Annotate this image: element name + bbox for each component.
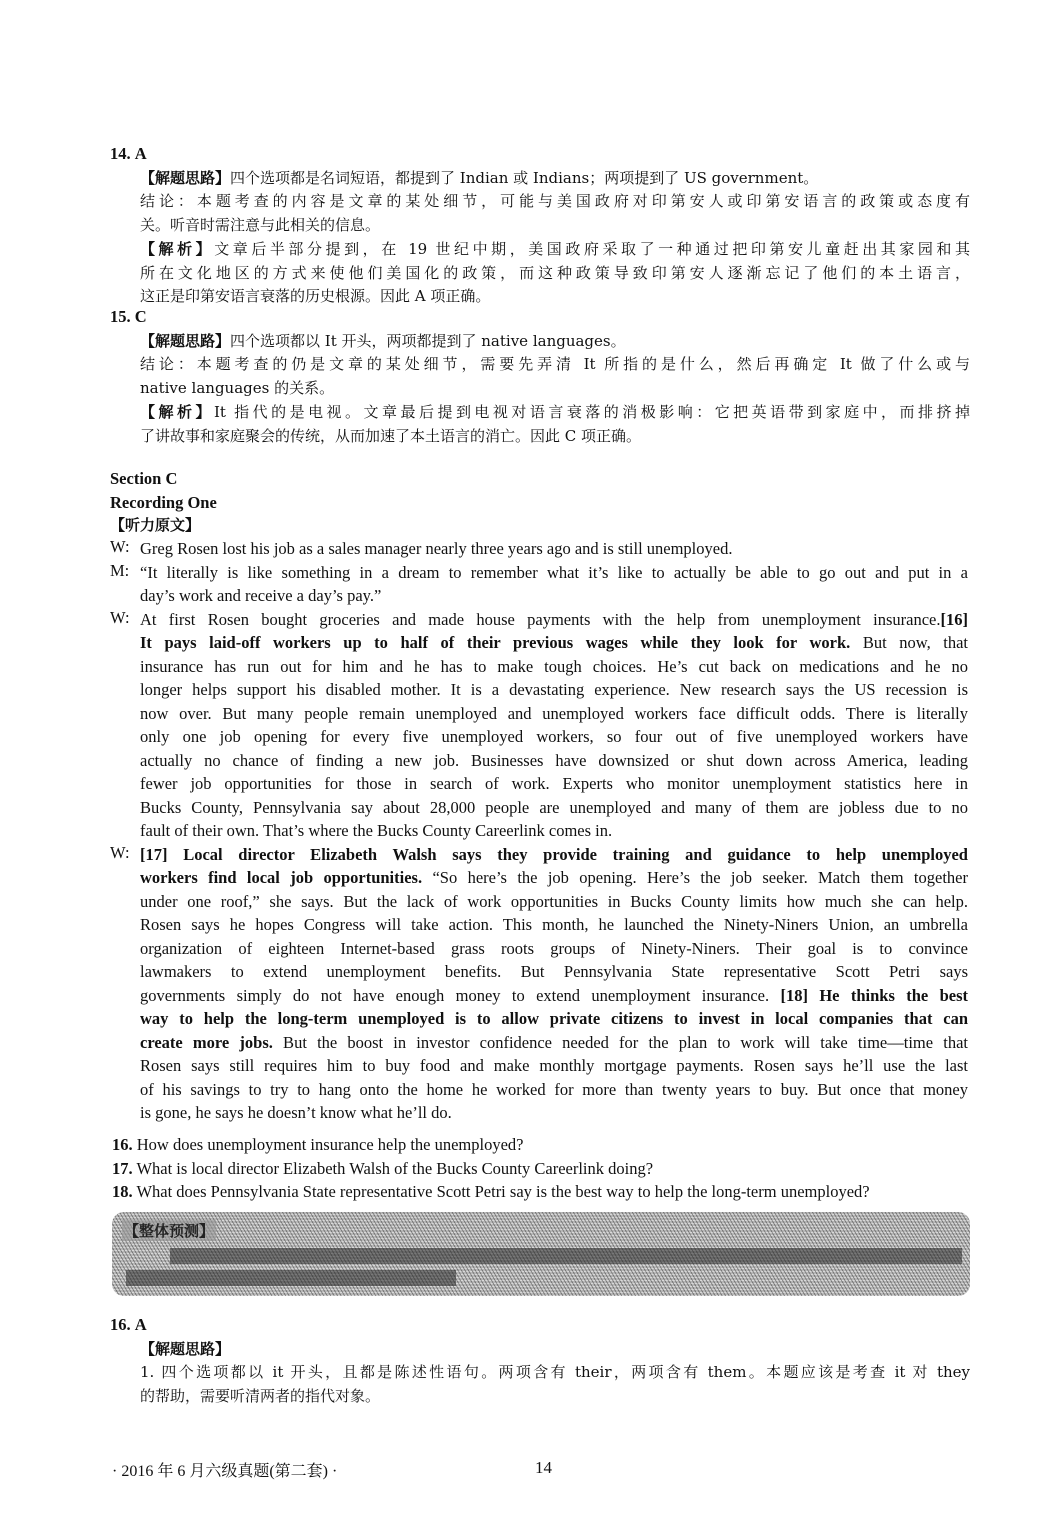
analysis-tag: 【解析】	[140, 403, 214, 421]
transcript-line	[140, 819, 968, 843]
transcript-line	[140, 772, 968, 796]
conclusion-line: native languages 的关系。	[140, 378, 335, 397]
answer-key-highlight: workers find local job opportunities.	[140, 868, 423, 887]
analysis-tag: 【解析】	[140, 240, 215, 258]
answer-key-highlight: [17]	[140, 844, 184, 864]
transcript-line	[140, 984, 968, 1008]
transcript-text: fault of their own. That’s where the Bucks County Careerlink comes in.	[140, 821, 613, 840]
transcript-line	[140, 1031, 968, 1055]
approach-tag: 【解题思路】	[140, 1339, 231, 1358]
transcript-text: of his savings to try to hang onto the home he worked for more than twenty years to buy. But once that money	[140, 1079, 968, 1099]
answer-item-16	[110, 1313, 970, 1408]
transcript-turn	[110, 537, 968, 561]
transcript-line	[140, 890, 968, 914]
speaker-label: W:	[110, 537, 130, 556]
speaker-label: W:	[110, 607, 130, 627]
conclusion-line: 结论：本题考查的仍是文章的某处细节，需要先弄清 It 所指的是什么，然后再确定 It 做了什么或与	[140, 355, 970, 373]
transcript-text: longer helps support his disabled mother. It is a devastating experience. New research says the US recession is	[140, 680, 968, 699]
speaker-label: W:	[110, 842, 130, 862]
transcript-text: But the boost in investor confidence needed for the plan to work will take time—time that	[272, 1032, 968, 1052]
conclusion-line: 关。听音时需注意与此相关的信息。	[140, 215, 381, 234]
transcript-text: now over. But many people remain unemployed and unemployed workers face difficult odds. There is literally	[140, 703, 968, 723]
transcript-text: Rosen says still requires him to buy food and make monthly mortgage payments. Rosen says he’ll use the last	[140, 1056, 968, 1075]
answer-key-highlight: It pays laid-off workers up to half of their previous wages while they look for work.	[140, 633, 851, 652]
item-number: 14.	[110, 144, 131, 163]
item-number: 16.	[110, 1315, 131, 1334]
question-17: 17. What is local director Elizabeth Walsh of the Bucks County Careerlink doing?	[112, 1158, 654, 1178]
transcript-line	[140, 749, 968, 773]
section-title: Section C	[110, 469, 178, 488]
transcript-line	[140, 1007, 968, 1031]
transcript-text: governments simply do not have enough money to extend unemployment insurance.	[140, 985, 781, 1005]
answer-item-14	[110, 142, 970, 309]
transcript-line	[140, 608, 968, 632]
transcript-text: insurance has run out for him and he has to make tough choices. He’s cut back on medications and he no	[140, 656, 968, 676]
analysis-line: It 指代的是电视。文章最后提到电视对语言衰落的消极影响：它把英语带到家庭中，而排挤掉	[213, 403, 970, 421]
item-answer: A	[134, 144, 147, 163]
transcript-line	[140, 866, 968, 890]
analysis-line: 所在文化地区的方式来使他们美国化的政策，而这种政策导致印第安人逐渐忘记了他们的本土语言，	[140, 263, 970, 282]
analysis-line: 了讲故事和家庭聚会的传统，从而加速了本土语言的消亡。因此 C 项正确。	[140, 426, 642, 445]
analysis-line: 这正是印第安语言衰落的历史根源。因此 A 项正确。	[140, 287, 491, 305]
transcript-turn	[110, 561, 968, 608]
transcript-text: Rosen says he hopes Congress will take action. This month, he launched the Ninety-Niners Union, an umbrella	[140, 915, 968, 934]
approach-text: 四个选项都以 It 开头，两项都提到了 native languages。	[230, 331, 626, 350]
transcript-text: organization of eighteen Internet-based grass roots groups of Ninety-Niners. Their goal is to convince	[140, 938, 968, 958]
transcript-text: day’s work and receive a day’s pay.”	[140, 586, 382, 605]
transcript-turn	[110, 608, 968, 843]
item-number: 15.	[110, 307, 131, 326]
section-header	[110, 467, 970, 538]
page-number: 14	[535, 1458, 552, 1477]
transcript-text: under one roof,” she says. But the lack of work opportunities in Bucks County limits how much she can help.	[140, 891, 968, 911]
transcript-text: But now, that	[850, 633, 968, 652]
transcript	[110, 537, 968, 1125]
answer-key-highlight: Local director Elizabeth Walsh says they provide training and guidance to help unemployed	[183, 844, 968, 864]
transcript-text: At first Rosen bought groceries and made house payments with the help from unemployment insurance.	[140, 609, 941, 629]
transcript-text: lawmakers to extend unemployment benefits. But Pennsylvania State representative Scott Petri says	[140, 962, 968, 981]
transcript-line	[140, 631, 968, 655]
transcript-line	[140, 796, 968, 820]
approach-tag: 【解题思路】	[140, 331, 231, 350]
overview-heading: 【整体预测】	[124, 1222, 215, 1240]
analysis-line: 文章后半部分提到，在 19 世纪中期，美国政府采取了一种通过把印第安儿童赶出其家园和其	[214, 240, 970, 258]
transcript-line	[140, 843, 968, 867]
transcript-text: Bucks County, Pennsylvania say about 28,000 people are unemployed and many of them are jobless due to no	[140, 797, 968, 817]
conclusion-line: 结论：本题考查的内容是文章的某处细节，可能与美国政府对印第安人或印第安语言的政策或态度有	[140, 192, 970, 210]
transcript-line	[140, 1054, 968, 1078]
transcript-line	[140, 1101, 968, 1125]
approach-tag: 【解题思路】	[140, 168, 231, 187]
point-line: 的帮助，需要听清两者的指代对象。	[140, 1386, 381, 1405]
transcript-line	[140, 960, 968, 984]
transcript-line	[140, 937, 968, 961]
transcript-line	[140, 725, 968, 749]
transcript-line	[140, 584, 968, 608]
transcript-line	[140, 655, 968, 679]
answer-item-15	[110, 305, 970, 448]
transcript-line	[140, 561, 968, 585]
transcript-line	[140, 1078, 968, 1102]
transcript-text: Greg Rosen lost his job as a sales manager nearly three years ago and is still unemployed.	[140, 539, 733, 558]
answer-key-highlight: [16]	[940, 609, 968, 629]
transcript-line	[140, 678, 968, 702]
transcript-line	[140, 702, 968, 726]
approach-text: 四个选项都是名词短语，都提到了 Indian 或 Indians；两项提到了 US government。	[230, 168, 819, 187]
transcript-text: is gone, he says he doesn’t know what he’ll do.	[140, 1103, 452, 1122]
transcript-text: actually no chance of finding a new job. Businesses have downsized or shut down across America, leading	[140, 750, 968, 770]
footer-source: · 2016 年 6 月六级真题(第二套) ·	[112, 1463, 338, 1480]
obscured-text-line	[126, 1270, 456, 1286]
item-answer: A	[134, 1315, 147, 1334]
transcript-text: fewer job opportunities for those in search of work. Experts who monitor unemployment statistics here in	[140, 774, 968, 793]
speaker-label: M:	[110, 560, 130, 580]
transcript-text: “So here’s the job opening. Here’s the job seeker. Match them together	[422, 868, 968, 887]
transcript-line	[140, 537, 968, 561]
point-line: 1. 四个选项都以 it 开头，且都是陈述性语句。两项含有 their，两项含有 them。本题应该是考查 it 对 they	[140, 1363, 970, 1381]
question-list	[112, 1133, 972, 1204]
question-16: 16. How does unemployment insurance help the unemployed?	[112, 1135, 524, 1154]
obscured-text-line	[170, 1248, 962, 1264]
item-answer: C	[134, 307, 147, 326]
transcript-turn	[110, 843, 968, 1125]
transcript-tag: 【听力原文】	[110, 516, 201, 534]
overview-box-shaded	[112, 1212, 970, 1296]
question-18: 18. What does Pennsylvania State representative Scott Petri say is the best way to help the long-term unemployed?	[112, 1182, 870, 1201]
answer-key-highlight: create more jobs.	[140, 1032, 273, 1052]
transcript-text: only one job opening for every five unemployed workers, so four out of five unemployed workers have	[140, 727, 968, 746]
answer-key-highlight: way to help the long-term unemployed is to allow private citizens to invest in local companies that can	[140, 1009, 968, 1028]
transcript-line	[140, 913, 968, 937]
transcript-text: “It literally is like something in a dream to remember what it’s like to actually be able to go out and put in a	[140, 562, 968, 582]
answer-key-highlight: [18] He thinks the best	[780, 985, 968, 1005]
recording-title: Recording One	[110, 492, 217, 512]
